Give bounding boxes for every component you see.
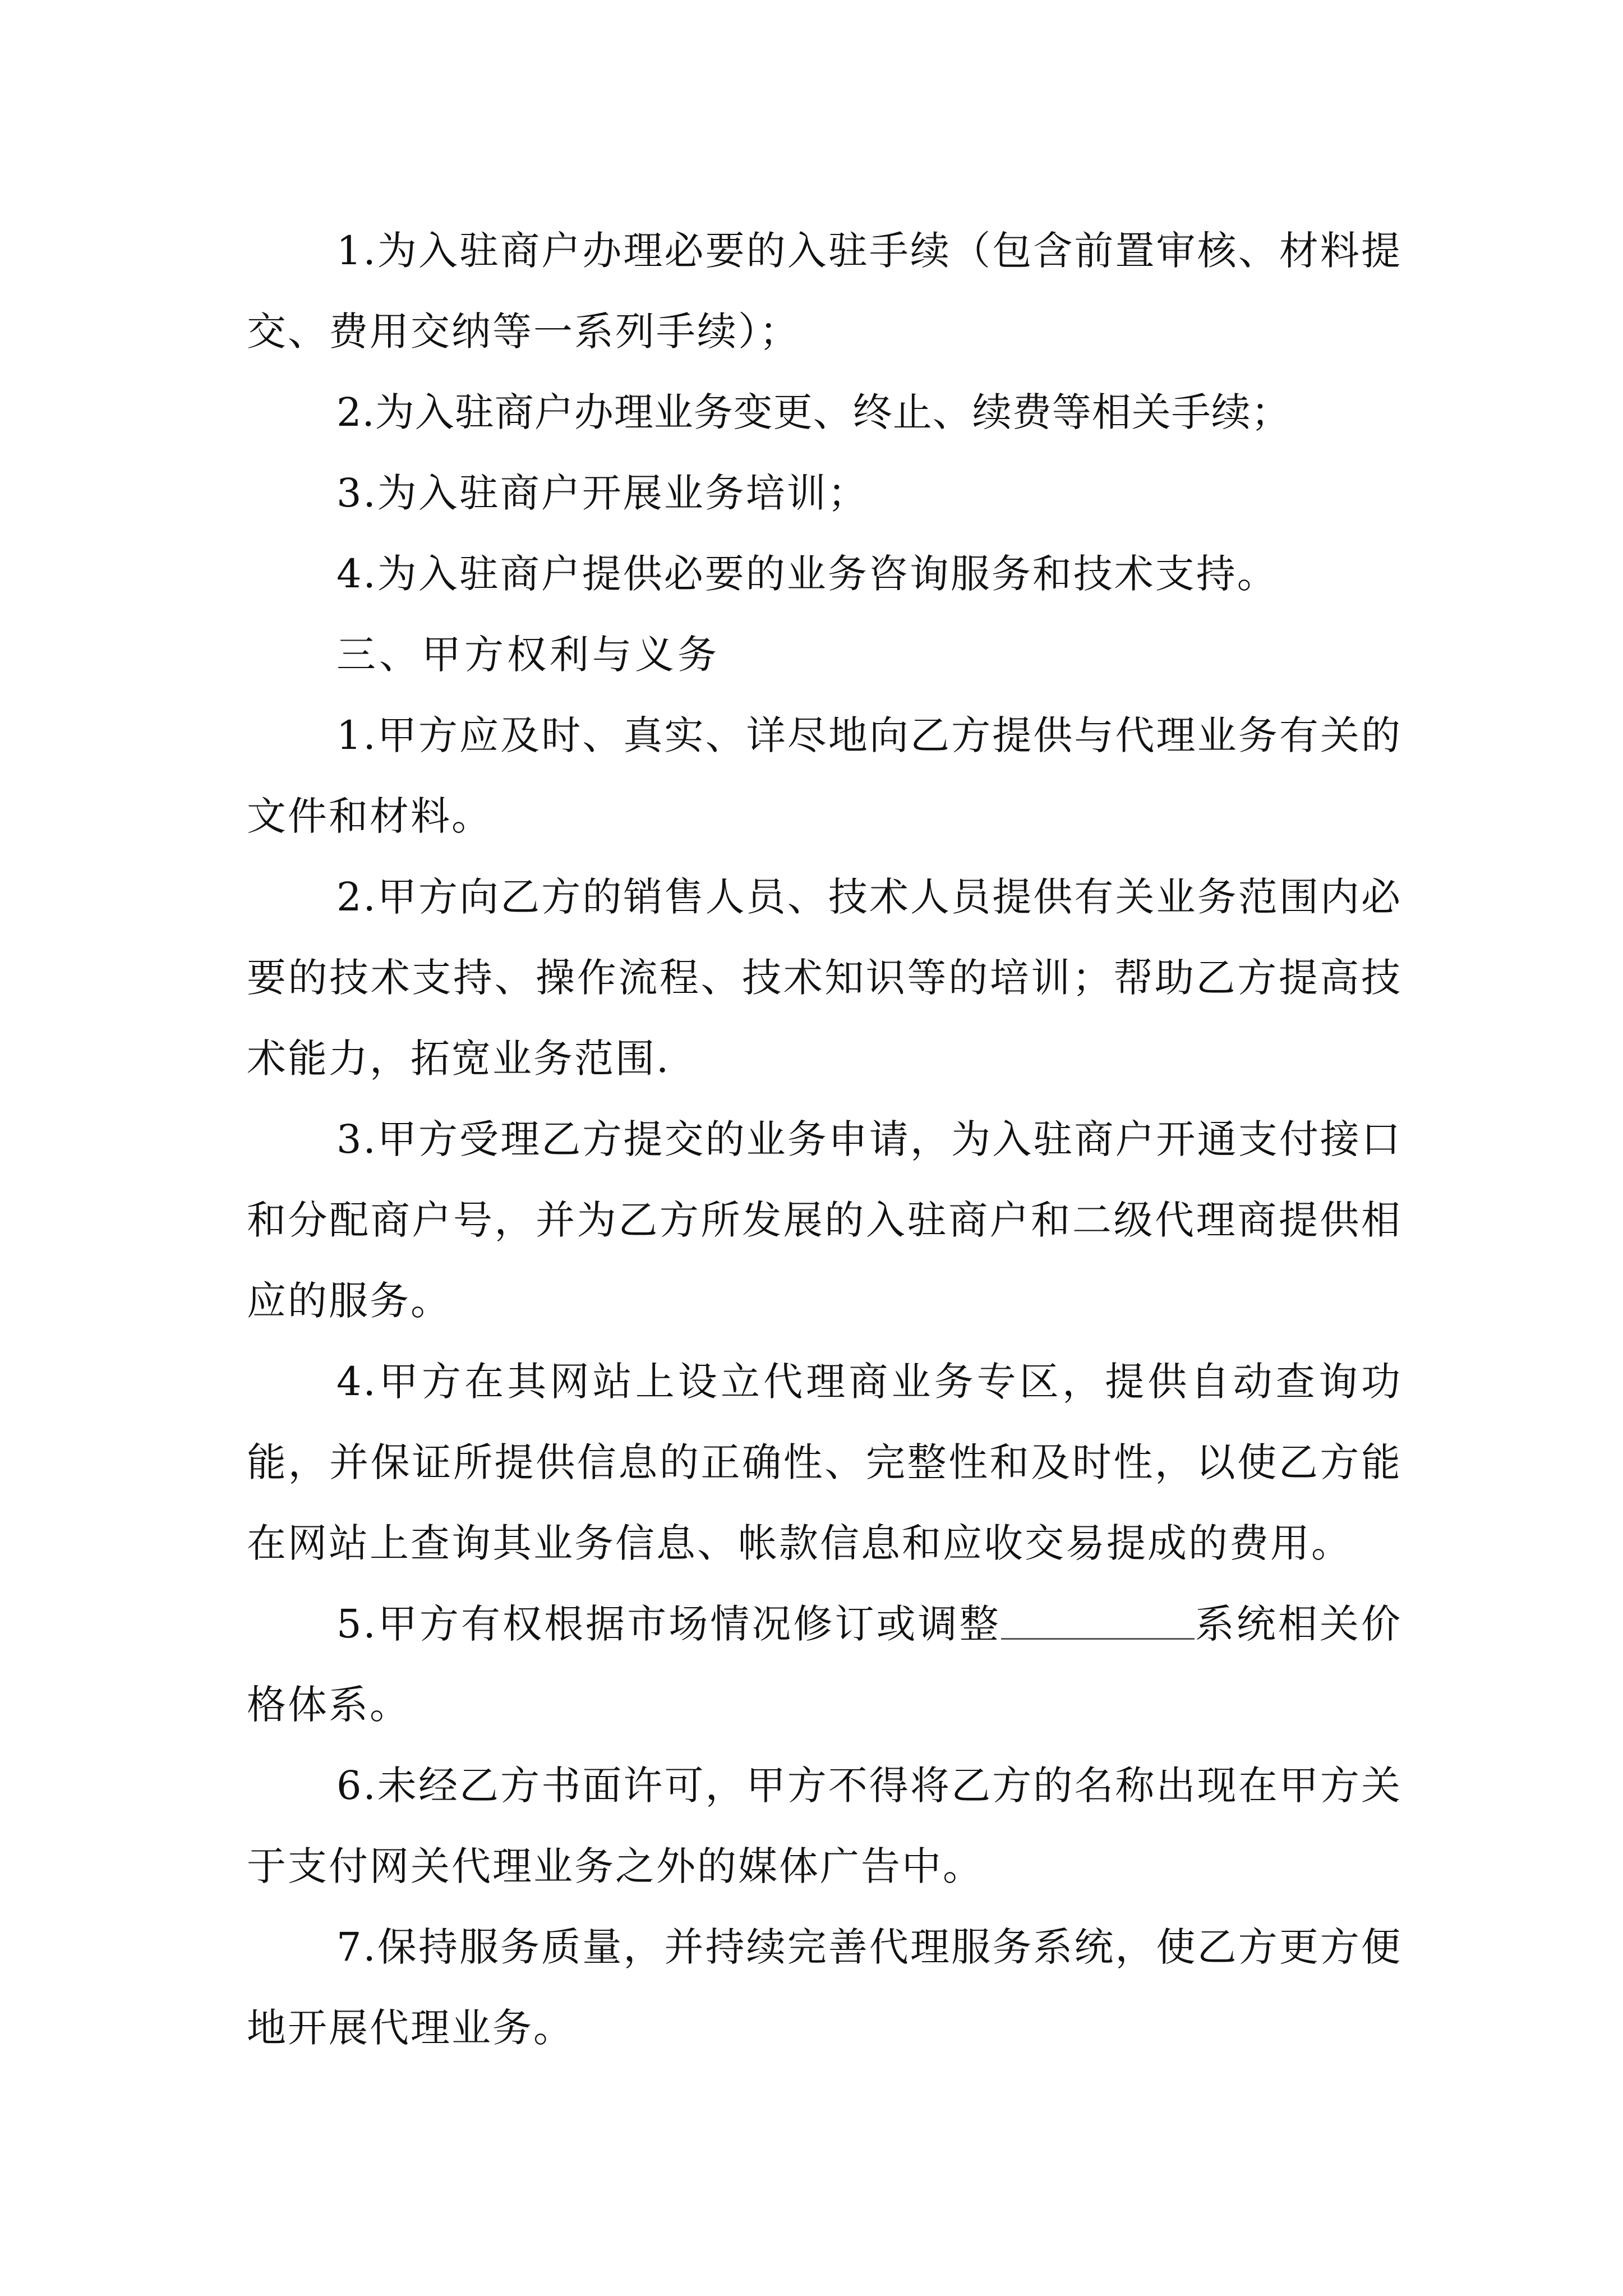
paragraph-service-3: 3.为入驻商户开展业务培训； (336, 470, 869, 516)
fill-in-blank-line (1001, 1604, 1195, 1640)
paragraph-service-4: 4.为入驻商户提供必要的业务咨询服务和技术支持。 (336, 551, 1278, 597)
paragraph-5-text-before-blank: 5.甲方有权根据市场情况修订或调整 (336, 1601, 1001, 1647)
paragraph-party-a-3: 3.甲方受理乙方提交的业务申请，为入驻商户开通支付接口和分配商户号，并为乙方所发展的入驻商户和二级代理商提供相应的服务。 (247, 1116, 1402, 1324)
paragraph-party-a-5 (247, 1584, 1402, 1745)
paragraph-party-a-1: 1.甲方应及时、真实、详尽地向乙方提供与代理业务有关的文件和材料。 (247, 712, 1402, 839)
paragraph-party-a-4: 4.甲方在其网站上设立代理商业务专区，提供自动查询功能，并保证所提供信息的正确性、完整性和及时性，以使乙方能在网站上查询其业务信息、帐款信息和应收交易提成的费用。 (247, 1359, 1402, 1566)
section-heading-party-a-rights: 三、甲方权利与义务 (336, 632, 720, 678)
paragraph-service-2: 2.为入驻商户办理业务变更、终止、续费等相关手续； (336, 389, 1291, 435)
paragraph-party-a-7: 7.保持服务质量，并持续完善代理服务系统，使乙方更方便地开展代理业务。 (247, 1924, 1402, 2051)
paragraph-party-a-2: 2.甲方向乙方的销售人员、技术人员提供有关业务范围内必要的技术支持、操作流程、技术知识等的培训；帮助乙方提高技术能力，拓宽业务范围. (247, 874, 1402, 1082)
paragraph-service-1: 1.为入驻商户办理必要的入驻手续（包含前置审核、材料提交、费用交纳等一系列手续）； (247, 228, 1402, 355)
paragraph-5-text-after-blank: 系统相关价格体系。 (247, 1601, 1402, 1728)
document-body (247, 210, 1402, 2068)
paragraph-party-a-6: 6.未经乙方书面许可，甲方不得将乙方的名称出现在甲方关于支付网关代理业务之外的媒体广告中。 (247, 1763, 1402, 1889)
